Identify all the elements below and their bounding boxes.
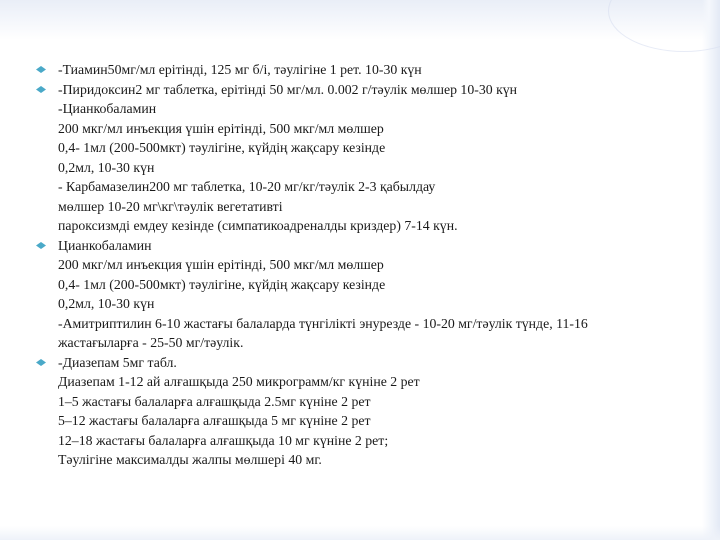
text-line: - Карбамазелин200 мг таблетка, 10-20 мг/кг/тәулік 2-3 қабылдау: [58, 179, 436, 194]
slide-bottom-border: [0, 526, 720, 540]
diamond-bullet-icon: [36, 86, 46, 93]
bullet-item: [36, 80, 686, 236]
bullet-item: [36, 353, 686, 470]
text-line: пароксизмді емдеу кезінде (симпатикоадреналды криздер) 7-14 күн.: [58, 218, 458, 233]
text-line: 0,2мл, 10-30 күн: [58, 159, 155, 175]
text-line: 0,4- 1мл (200-500мкт) тәулігіне, күйдің жақсару кезінде: [58, 140, 386, 155]
text-line: жастағыларға - 25-50 мг/тәулік.: [58, 335, 244, 350]
text-line: Цианкобаламин: [58, 237, 152, 253]
slide-body-text: [36, 60, 686, 470]
bullet-item: [36, 236, 686, 353]
diamond-bullet-icon: [36, 66, 46, 73]
text-line: -Цианкобаламин: [58, 101, 157, 116]
text-line: 0,2мл, 10-30 күн: [58, 296, 155, 311]
text-line: мөлшер 10-20 мг\кг\тәулік вегетативті: [58, 198, 283, 214]
text-line: 200 мкг/мл инъекция үшін ерітінді, 500 мкг/мл мөлшер: [58, 257, 384, 272]
text-line: 5–12 жастағы балаларға алғашқыда 5 мг күніне 2 рет: [58, 413, 371, 428]
slide-right-border: [702, 0, 720, 540]
diamond-bullet-icon: [36, 242, 46, 249]
text-line: 1–5 жастағы балаларға алғашқыда 2.5мг күніне 2 рет: [58, 393, 371, 409]
decorative-corner-curve: [608, 0, 720, 52]
diamond-bullet-icon: [36, 359, 46, 366]
text-line: Диазепам 1-12 ай алғашқыда 250 микрограмм/кг күніне 2 рет: [58, 374, 420, 389]
text-line: -Тиамин50мг/мл ерітінді, 125 мг б/і, тәулігіне 1 рет. 10-30 күн: [58, 62, 422, 77]
text-line: -Диазепам 5мг табл.: [58, 354, 177, 370]
text-line: -Амитриптилин 6-10 жастағы балаларда түнгілікті энурезде - 10-20 мг/тәулік түнде, 11-16: [58, 315, 588, 331]
bullet-item: [36, 60, 686, 80]
text-line: 0,4- 1мл (200-500мкт) тәулігіне, күйдің жақсару кезінде: [58, 276, 386, 292]
text-line: Тәулігіне максималды жалпы мөлшері 40 мг.: [58, 452, 322, 467]
text-line: 200 мкг/мл инъекция үшін ерітінді, 500 мкг/мл мөлшер: [58, 120, 384, 136]
text-line: 12–18 жастағы балаларға алғашқыда 10 мг күніне 2 рет;: [58, 432, 389, 448]
text-line: -Пиридоксин2 мг таблетка, ерітінді 50 мг/мл. 0.002 г/тәулік мөлшер 10-30 күн: [58, 81, 518, 97]
